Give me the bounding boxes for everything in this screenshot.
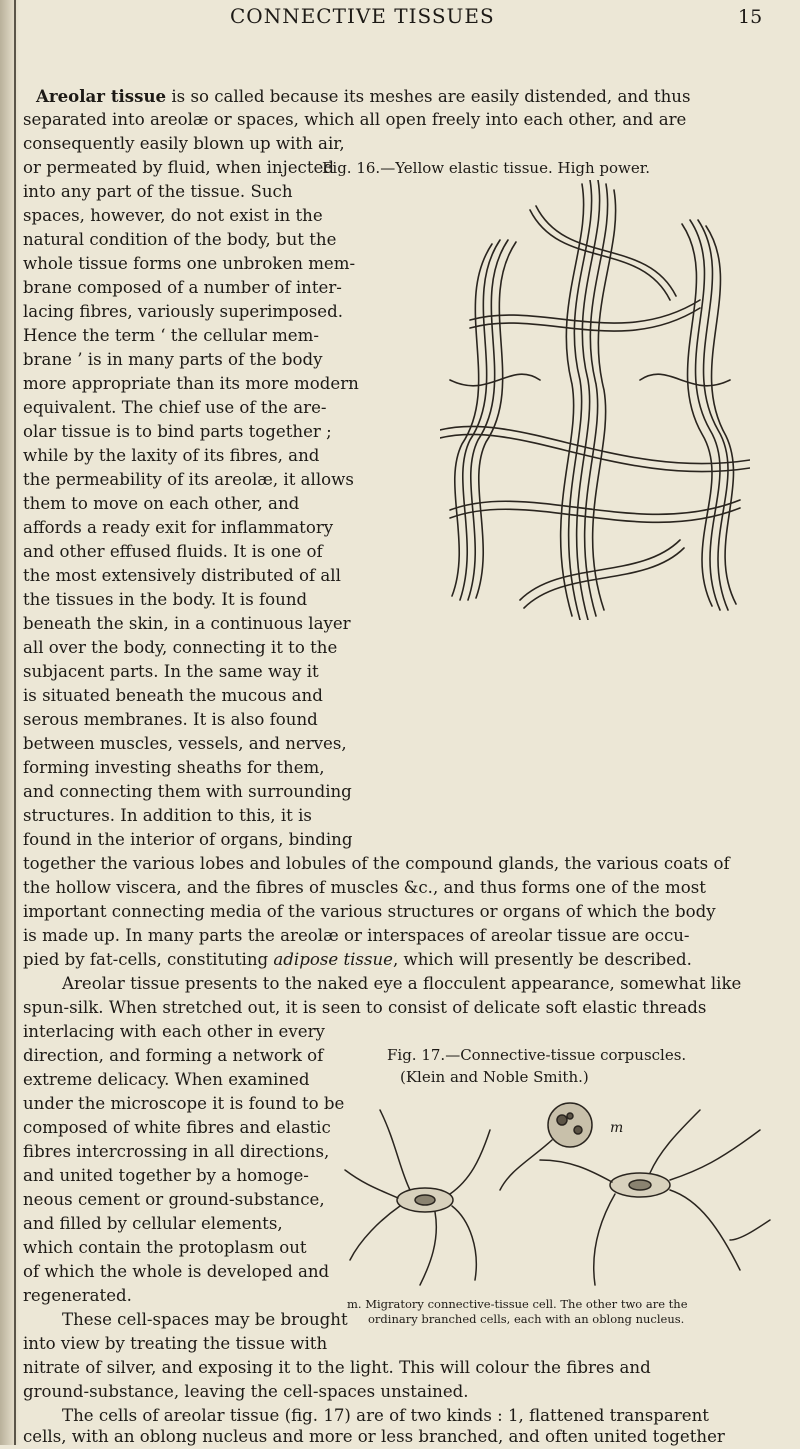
para1-line-22: the tissues in the body. It is found [23, 590, 308, 609]
para2-line-9: and united together by a homoge- [23, 1166, 309, 1185]
term-areolar-tissue: Areolar tissue [36, 86, 167, 106]
para1-line-8: whole tissue forms one unbroken mem- [23, 254, 356, 273]
para1-line-11: Hence the term ‘ the cellular mem- [23, 326, 319, 345]
page-gutter-shadow [0, 0, 20, 1445]
para1-line-23: beneath the skin, in a continuous layer [23, 614, 351, 633]
para1-line-24: all over the body, connecting it to the [23, 638, 338, 657]
fig17-caption: Fig. 17.—Connective-tissue corpuscles. [387, 1046, 687, 1064]
para1-line-13: more appropriate than its more modern [23, 374, 359, 393]
fig17-label-m: m [610, 1120, 624, 1136]
para1-line-15: olar tissue is to bind parts together ; [23, 422, 332, 441]
para1-line-36: is made up. In many parts the areolæ or interspaces of areolar tissue are occu- [23, 926, 690, 945]
running-header: CONNECTIVE TISSUES [230, 4, 495, 28]
para1-line-16: while by the laxity of its fibres, and [23, 446, 320, 465]
para1-line-7: natural condition of the body, but the [23, 230, 337, 249]
para1-line-26: is situated beneath the mucous and [23, 686, 323, 705]
para1-line-32: found in the interior of organs, binding [23, 830, 353, 849]
para1-line-10: lacing fibres, variously superimposed. [23, 302, 344, 321]
para2-line-10: neous cement or ground-substance, [23, 1190, 325, 1209]
gutter-rule [14, 0, 16, 1445]
para2-line-4: direction, and forming a network of [23, 1046, 324, 1065]
para1-line-19: affords a ready exit for inflammatory [23, 518, 334, 537]
para2-line-12: which contain the protoplasm out [23, 1238, 307, 1257]
para2-line-6: under the microscope it is found to be [23, 1094, 345, 1113]
page-number: 15 [738, 6, 763, 28]
para3-line-1: These cell-spaces may be brought [62, 1310, 348, 1329]
para1-line-6: spaces, however, do not exist in the [23, 206, 323, 225]
para1-line-5: into any part of the tissue. Such [23, 182, 293, 201]
para2-line-8: fibres intercrossing in all directions, [23, 1142, 330, 1161]
para3-line-4: ground-substance, leaving the cell-spaces unstained. [23, 1382, 469, 1401]
para2-line-1: Areolar tissue presents to the naked eye a flocculent appearance, somewhat like [62, 974, 742, 993]
para1-line-35: important connecting media of the various structures or organs of which the body [23, 902, 716, 921]
para2-line-13: of which the whole is developed and [23, 1262, 330, 1281]
para3-line-2: into view by treating the tissue with [23, 1334, 328, 1353]
para1-line-37: pied by fat-cells, constituting adipose tissue, which will presently be described. [23, 950, 692, 969]
fig17-credit: (Klein and Noble Smith.) [400, 1068, 589, 1086]
para1-line-21: the most extensively distributed of all [23, 566, 341, 585]
migratory-cell [500, 1103, 592, 1190]
para1-line-1: Areolar tissue is so called because its meshes are easily distended, and thus [36, 86, 691, 106]
para1-line-18: them to move on each other, and [23, 494, 300, 513]
para1-line-25: subjacent parts. In the same way it [23, 662, 319, 681]
para2-line-3: interlacing with each other in every [23, 1022, 325, 1041]
para1-line-9: brane composed of a number of inter- [23, 278, 342, 297]
para1-line-34: the hollow viscera, and the fibres of muscles &c., and thus forms one of the most [23, 878, 706, 897]
para1-line-27: serous membranes. It is also found [23, 710, 318, 729]
para2-line-7: composed of white fibres and elastic [23, 1118, 331, 1137]
para2-line-2: spun-silk. When stretched out, it is seen to consist of delicate soft elastic threads [23, 998, 707, 1017]
para4-line-2: cells, with an oblong nucleus and more or less branched, and often united together [23, 1427, 725, 1446]
para1-line-30: and connecting them with surrounding [23, 782, 352, 801]
para1-line-12: brane ’ is in many parts of the body [23, 350, 323, 369]
para2-line-5: extreme delicacy. When examined [23, 1070, 310, 1089]
para1-line-28: between muscles, vessels, and nerves, [23, 734, 347, 753]
para2-line-14: regenerated. [23, 1286, 132, 1305]
para3-line-3: nitrate of silver, and exposing it to the light. This will colour the fibres and [23, 1358, 651, 1377]
para1-line-29: forming investing sheaths for them, [23, 758, 325, 777]
para4-line-1: The cells of areolar tissue (fig. 17) are of two kinds : 1, flattened transparent [62, 1406, 709, 1425]
fig17-legend-line-2: ordinary branched cells, each with an oblong nucleus. [368, 1312, 685, 1326]
para1-line-31: structures. In addition to this, it is [23, 806, 312, 825]
para1-line-3: consequently easily blown up with air, [23, 134, 345, 153]
term-adipose-tissue: adipose tissue [273, 950, 393, 969]
para1-line-14: equivalent. The chief use of the are- [23, 398, 327, 417]
fig17-legend-line-1: m. Migratory connective-tissue cell. The other two are the [347, 1297, 688, 1311]
branched-cell-left [345, 1110, 490, 1285]
fig17-corpuscles-illustration [340, 1090, 780, 1290]
para1-line-17: the permeability of its areolæ, it allows [23, 470, 354, 489]
para1-line-20: and other effused fluids. It is one of [23, 542, 323, 561]
para1-line-33: together the various lobes and lobules of the compound glands, the various coats of [23, 854, 730, 873]
fig16-elastic-fibres-illustration [440, 180, 750, 620]
para2-line-11: and filled by cellular elements, [23, 1214, 283, 1233]
fibre-bundle-right [682, 220, 736, 610]
fibre-bundle-left [452, 240, 516, 600]
fig16-caption: Fig. 16.—Yellow elastic tissue. High power. [322, 159, 651, 177]
para1-line-4: or permeated by fluid, when injected [23, 158, 334, 177]
para1-line-2: separated into areolæ or spaces, which all open freely into each other, and are [23, 110, 687, 129]
